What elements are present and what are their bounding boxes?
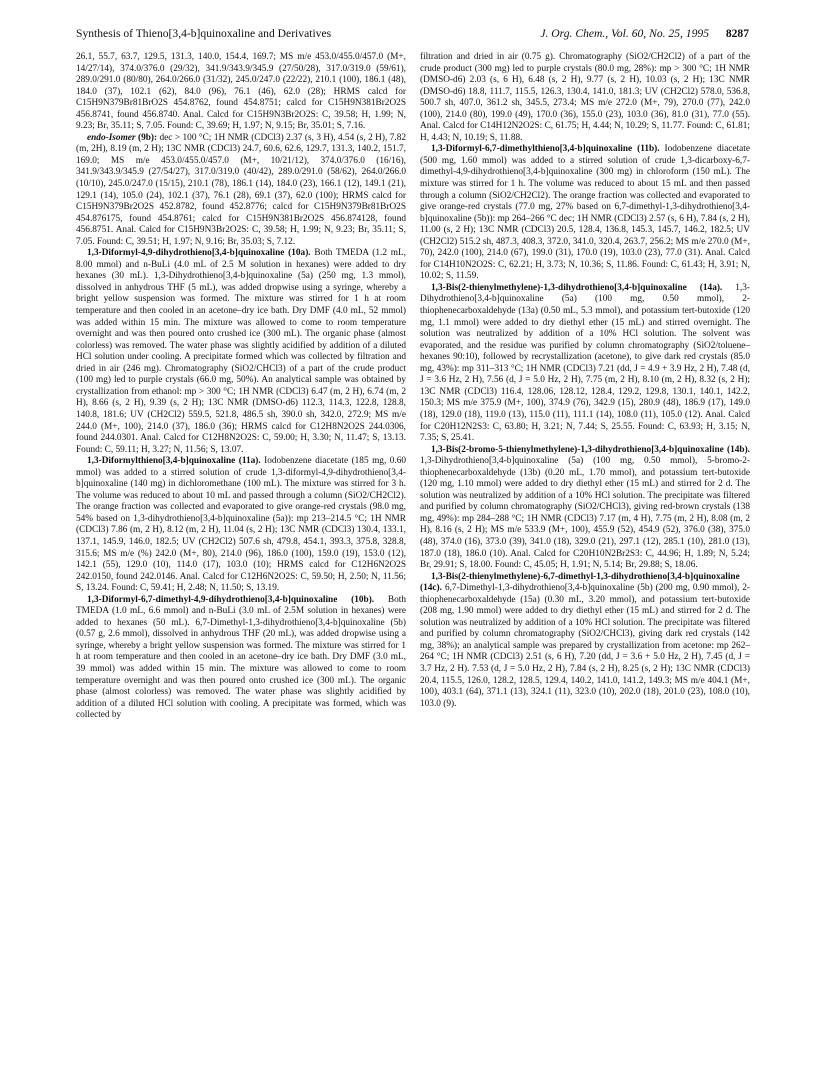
paragraph: filtration and dried in air (0.75 g). Chromatography (SiO2/CH2Cl2) of a part of the crude product (300 mg) led to purple crystals (80.0 mg, 28%): mp > 300 °C; 1H NMR (DMSO-d6) 2.03 (s, 6 H), 6.48 (s, 2 H), 9.77 (s, 2 H), 10.03 (s, 2 H); 13C NMR (DMSO-d6) 18.8, 111.7, 115.5, 126.3, 130.4, 141.0, 181.3; UV (CH2Cl2) 578.0, 536.8, 500.7 sh, 407.0, 361.2 sh, 345.5, 273.4; MS m/e 272.0 (M+, 79), 270.0 (77), 242.0 (100), 214.0 (80), 199.0 (49), 170.0 (36), 155.0 (23), 103.0 (36), 81.0 (31), 77.0 (55). Anal. Calcd for C14H12N2O2S: C, 61.75; H, 4.44; N, 10.29; S, 11.77. Found: C, 61.81; H, 4.43; N, 10.19; S, 11.88. (420, 52, 750, 143)
compound-title: 1,3-Diformyl-6,7-dimethylthieno[3,4-b]quinoxaline (431, 144, 633, 155)
compound-title: endo-Isomer (87, 132, 136, 143)
compound-title: 1,3-Bis(2-bromo-5-thienylmethylene)-1,3-dihydrothieno[3,4-b]quinoxaline (431, 444, 724, 455)
paragraph: 1,3-Diformyl-6,7-dimethyl-4,9-dihydrothieno[3,4-b]quinoxaline (10b). Both TMEDA (1.0 mL, 6.6 mmol) and n-BuLi (3.0 mL of 2.5M solution in hexanes) were added to hexanes (50 mL). 6,7-Dimethyl-1,3-dihydrothieno[3,4-b]quinoxaline (5b) (0.57 g, 2.6 mmol), dissolved in anhydrous THF (20 mL), was added dropwise using a syringe, whereby a bright yellow suspension was formed. The mixture was stirred for 1 h at room temperature and then cooled in an acetone–dry ice bath. Dry DMF (3.0 mL, 39 mmol) was added within 15 min. The mixture was allowed to come to room temperature overnight and was then poured onto crushed ice (300 mL). The organic phase (almost colorless) was removed. The water phase was slightly acidified by addition of a diluted HCl solution with cooling. A precipitate was formed, which was collected by (76, 594, 406, 721)
running-title: Synthesis of Thieno[3,4-b]quinoxaline and Derivatives (76, 27, 332, 40)
paragraph: 1,3-Diformyl-6,7-dimethylthieno[3,4-b]quinoxaline (11b). Iodobenzene diacetate (500 mg, 1.60 mmol) was added to a stirred solution of crude 1,3-dicarboxy-6,7-dimethyl-4,9-dihydrothieno[3,4-b]quinoxaline (300 mg) in chloroform (150 mL). The mixture was stirred for 1 h. The volume was reduced to about 15 mL and then passed through a column (SiO2/CH2Cl2). The orange fraction was collected and evaporated to give orange-red crystals (77.0 mg, 27% based on 6,7-dimethyl-1,3-dihydrothieno[3,4-b]quinoxaline (5b)): mp 264–266 °C dec; 1H NMR (CDCl3) 2.57 (s, 6 H), 7.84 (s, 2 H), 11.00 (s, 2 H); 13C NMR (CDCl3) 20.5, 128.4, 136.8, 145.3, 145.7, 146.2, 182.5; UV (CH2Cl2) 515.2 sh, 487.3, 408.3, 372.0, 341.0, 320.4, 263.7, 256.2; MS m/e 270.0 (M+, 70), 242.0 (100), 214.0 (67), 199.0 (31), 170.0 (19), 103.0 (23), 77.0 (31). Anal. Calcd for C14H10N2O2S: C, 62.21; H, 3.73; N, 10.36; S, 11.86. Found: C, 61.43; H, 3.91; N, 10.02; S, 11.59. (420, 144, 750, 282)
compound-label: (11b). (637, 144, 660, 155)
paragraph: 26.1, 55.7, 63.7, 129.5, 131.3, 140.0, 154.4, 169.7; MS m/e 453.0/455.0/457.0 (M+, 14/27/14), 374.0/376.0 (29/32), 341.9/343.9/345.9 (27/50/28), 317.0/319.0 (59/61), 289.0/291.0 (80/80), 264.0/266.0 (31/32), 245.0/247.0 (22/22), 210.1 (100), 186.1 (48), 184.0 (37), 102.1 (62), 84.0 (96), 76.1 (46), 62.0 (28); HRMS calcd for C15H9N379Br81BrO2S 454.8762, found 454.8751; calcd for C15H9N381Br2O2S 456.8741, found 456.8740. Anal. Calcd for C15H9N3Br2O2S: C, 39.58; H, 1.99; N, 9.23; Br, 35.11; S, 7.05. Found: C, 39.69; H, 1.97; N, 9.15; Br, 35.01; S, 7.16. (76, 52, 406, 132)
compound-title: 1,3-Bis(2-thienylmethylene)-1,3-dihydrothieno[3,4-b]quinoxaline (431, 282, 687, 293)
page-number: 8287 (725, 27, 749, 40)
compound-title: 1,3-Diformyl-6,7-dimethyl-4,9-dihydrothieno[3,4-b]quinoxaline (87, 594, 338, 605)
compound-label: (9b): (138, 132, 158, 143)
compound-title: 1,3-Diformyl-4,9-dihydrothieno[3,4-b]quinoxaline (87, 248, 285, 259)
compound-title: 1,3-Diformylthieno[3,4-b]quinoxaline (87, 456, 236, 467)
paragraph: 1,3-Bis(2-thienylmethylene)-1,3-dihydrothieno[3,4-b]quinoxaline (14a). 1,3-Dihydrothieno[3,4-b]quinoxaline (5a) (100 mg, 0.50 mmol), 2-thiophenecarboxaldehyde (13a) (0.50 mL, 5.3 mmol), and potassium tert-butoxide (120 mg, 1.1 mmol) were added to dry diethyl ether (15 mL) and stirred overnight. The solution was neutralized by addition of a 10% HCl solution. The solvent was evaporated, and the residue was purified by column chromatography (SiO2/toluene–hexanes 90:10), followed by recrystallization (acetone), to give dark red crystals (85.0 mg, 43%): mp 311–313 °C; 1H NMR (CDCl3) 7.21 (dd, J = 4.9 + 3.9 Hz, 2 H), 7.48 (d, J = 3.6 Hz, 2 H), 7.56 (d, J = 5.0 Hz, 2 H), 7.75 (m, 2 H), 8.10 (m, 2 H), 8.32 (s, 2 H); 13C NMR (CDCl3) 116.4, 128.06, 128.12, 128.4, 129.2, 129.8, 130.1, 140.1, 142.2, 150.3; MS m/e 375.9 (M+, 100), 374.9 (76), 342.9 (15), 280.9 (48), 186.9 (17), 149.0 (18), 129.0 (18), 119.0 (13), 115.0 (11), 111.1 (14), 108.0 (11), 105.0 (12). Anal. Calcd for C20H12N2S3: C, 63.80; H, 3.21; N, 7.44; S, 25.55. Found: C, 63.93; H, 3.15; N, 7.35; S, 25.41. (420, 282, 750, 444)
paragraph: 1,3-Bis(2-bromo-5-thienylmethylene)-1,3-dihydrothieno[3,4-b]quinoxaline (14b). 1,3-Dihydrothieno[3,4-b]quinoxaline (5a) (100 mg, 0.50 mmol), 5-bromo-2-thiophenecarboxaldehyde (13b) (0.20 mL, 1.70 mmol), and potassium tert-butoxide (120 mg, 1.10 mmol) were added to dry diethyl ether (15 mL) and stirred for 2 d. The solution was neutralized by addition of a 10% HCl solution. The precipitate was filtered and purified by column chromatography (SiO2/CHCl3), giving red-brown crystals (138 mg, 49%): mp 284–288 °C; 1H NMR (CDCl3) 7.17 (m, 4 H), 7.75 (m, 2 H), 8.08 (m, 2 H), 8.16 (s, 2 H); MS m/e 533.9 (M+, 100), 455.9 (52), 454.9 (52), 376.0 (38), 375.0 (48), 374.0 (16), 373.0 (39), 341.0 (18), 329.0 (21), 297.1 (12), 285.1 (10), 281.0 (13), 187.0 (18), 186.0 (10). Anal. Calcd for C20H10N2Br2S3: C, 44.96; H, 1.89; N, 5.24; Br, 29.91; S, 18.00. Found: C, 45.05; H, 1.91; N, 5.14; Br, 29.88; S, 18.06. (420, 444, 750, 571)
paragraph: 1,3-Bis(2-thienylmethylene)-6,7-dimethyl-1,3-dihydrothieno[3,4-b]quinoxaline (14c). 6,7-Dimethyl-1,3-dihydrothieno[3,4-b]quinoxaline (5b) (200 mg, 0.90 mmol), 2-thiophenecarboxaldehyde (15a) (0.30 mL, 3.20 mmol), and potassium tert-butoxide (208 mg, 1.90 mmol) were added to dry diethyl ether (15 mL) and stirred for 2 d. The solution was neutralized by addition of a 10% HCl solution. The precipitate was filtered and purified by column chromatography (SiO2/CHCl3), giving dark red crystals (142 mg, 38%); an analytical sample was prepared by crystallization from acetone: mp 262–264 °C; 1H NMR (CDCl3) 2.51 (s, 6 H), 7.20 (dd, J = 3.6 + 5.0 Hz, 2 H), 7.45 (d, J = 3.7 Hz, 2 H). 7.53 (d, J = 5.0 Hz, 2 H), 7.84 (s, 2 H), 8.25 (s, 2 H); 13C NMR (CDCl3) 20.4, 115.5, 126.0, 128.2, 128.5, 129.4, 140.2, 141.0, 141.2, 149.3; MS m/e 404.1 (M+, 100), 403.1 (64), 371.1 (13), 324.1 (11), 323.0 (10), 202.0 (18), 201.0 (23), 108.0 (10), 103.0 (9). (420, 571, 750, 709)
compound-label: (10b). (351, 594, 375, 605)
right-column (420, 52, 750, 1052)
paragraph: 1,3-Diformyl-4,9-dihydrothieno[3,4-b]quinoxaline (10a). Both TMEDA (1.2 mL, 8.00 mmol) and n-BuLi (4.0 mL of 2.5 M solution in hexanes) were added to dry hexanes (30 mL). 1,3-Dihydrothieno[3,4-b]quinoxaline (5a) (250 mg, 1.3 mmol), dissolved in anhydrous THF (5 mL), was added dropwise using a syringe, whereby a bright yellow suspension was formed. The mixture was stirred for 1 h at room temperature and then cooled in an acetone–dry ice bath. Dry DMF (4.0 mL, 52 mmol) was added within 15 min. The mixture was allowed to come to room temperature overnight and was then poured onto crushed ice (300 mL). The organic phase (almost colorless) was removed. The water phase was slightly acidified by addition of a diluted HCl solution under cooling. A precipitate formed which was collected by filtration and dried in air (246 mg). Chromatography (SiO2/CHCl3) of a part of the crude product (100 mg) led to purple crystals (66.0 mg, 50%). An analytical sample was obtained by crystallization from ethanol: mp > 300 °C; 1H NMR (CDCl3) 6.47 (m, 2 H), 6.74 (m, 2 H), 8.66 (s, 2 H), 9.39 (s, 2 H); 13C NMR (DMSO-d6) 112.3, 114.3, 122.8, 128.8, 140.8, 181.6; UV (CH2Cl2) 559.5, 521.8, 486.5 sh, 390.0 sh, 342.0, 272.9; MS m/e 244.0 (M+, 100), 214.0 (37), 186.0 (36); HRMS calcd for C12H8N2O2S 244.0306, found 244.0301. Anal. Calcd for C12H8N2O2S: C, 59.00; H, 3.30; N, 11.47; S, 13.13. Found: C, 59.11; H, 3.27; N, 11.56; S, 13.07. (76, 248, 406, 455)
compound-label: (14c). (420, 583, 442, 594)
paragraph: endo-Isomer (9b): dec > 100 °C; 1H NMR (CDCl3) 2.37 (s, 3 H), 4.54 (s, 2 H), 7.82 (m, 2H), 8.19 (m, 2 H); 13C NMR (CDCl3) 24.7, 60.6, 62.6, 129.7, 131.3, 140.2, 151.7, 169.0; MS m/e 453.0/455.0/457.0 (M+, 10/21/12), 374.0/376.0 (16/16), 341.9/343.9/345.9 (27/54/27), 317.0/319.0 (40/42), 289.0/291.0 (58/62), 264.0/266.0 (10/10), 245.0/247.0 (15/15), 210.1 (78), 186.1 (14), 184.0 (23), 166.1 (12), 149.1 (21), 129.1 (14), 105.0 (24), 102.1 (37), 76.1 (28), 69.1 (37), 62.0 (100); HRMS calcd for C15H9N379Br2O2S 452.8782, found 452.8776; calcd for C15H9N379Br81BrO2S 454.876175, found 454.8761; calcd for C15H9N381Br2O2S 456.874128, found 456.8751. Anal. Calcd for C15H9N3Br2O2S: C, 39.58; H, 1.99; N, 9.23; Br, 35.11; S, 7.05. Found: C, 39.51; H, 1.97; N, 9.16; Br, 35.03; S, 7.12. (76, 132, 406, 247)
compound-label: (14b). (727, 444, 750, 455)
paragraph: 1,3-Diformylthieno[3,4-b]quinoxaline (11a). Iodobenzene diacetate (185 mg, 0.60 mmol) was added to a stirred solution of crude 1,3-diformyl-4,9-dihydrothieno[3,4-b]quinoxaline (140 mg) in dichloromethane (100 mL). The mixture was stirred for 3 h. The volume was reduced to about 10 mL and passed through a column (SiO2/CH2Cl2). The orange fraction was collected and evaporated to give orange-red crystals (98.0 mg, 54% based on 1,3-dihydrothieno[3,4-b]quinoxaline (5a)): mp 213–214.5 °C; 1H NMR (CDCl3) 7.86 (m, 2 H), 8.12 (m, 2 H), 11.04 (s, 2 H); 13C NMR (CDCl3) 130.4, 133.1, 137.1, 145.9, 146.0, 182.5; UV (CH2Cl2) 507.6 sh, 479.8, 454.1, 393.3, 375.8, 328.8, 315.6; MS m/e (%) 242.0 (M+, 80), 214.0 (96), 186.0 (100), 159.0 (19), 153.0 (12), 142.1 (55), 129.0 (10), 114.0 (17), 103.0 (10); HRMS calcd for C12H6N2O2S 242.0150, found 242.0146. Anal. Calcd for C12H6N2O2S: C, 59.50; H, 2.50; N, 11.56; S, 13.24. Found: C, 59.41; H, 2.48; N, 11.50; S, 13.19. (76, 456, 406, 594)
compound-label: (10a). (288, 248, 311, 259)
compound-label: (14a). (699, 282, 723, 293)
compound-title: 1,3-Bis(2-thienylmethylene)-6,7-dimethyl-1,3-dihydrothieno[3,4-b]quinoxaline (431, 571, 740, 582)
left-column (76, 52, 406, 1052)
journal-citation: J. Org. Chem., Vol. 60, No. 25, 1995 (540, 27, 709, 40)
running-header (76, 27, 749, 45)
compound-label: (11a). (238, 456, 261, 467)
